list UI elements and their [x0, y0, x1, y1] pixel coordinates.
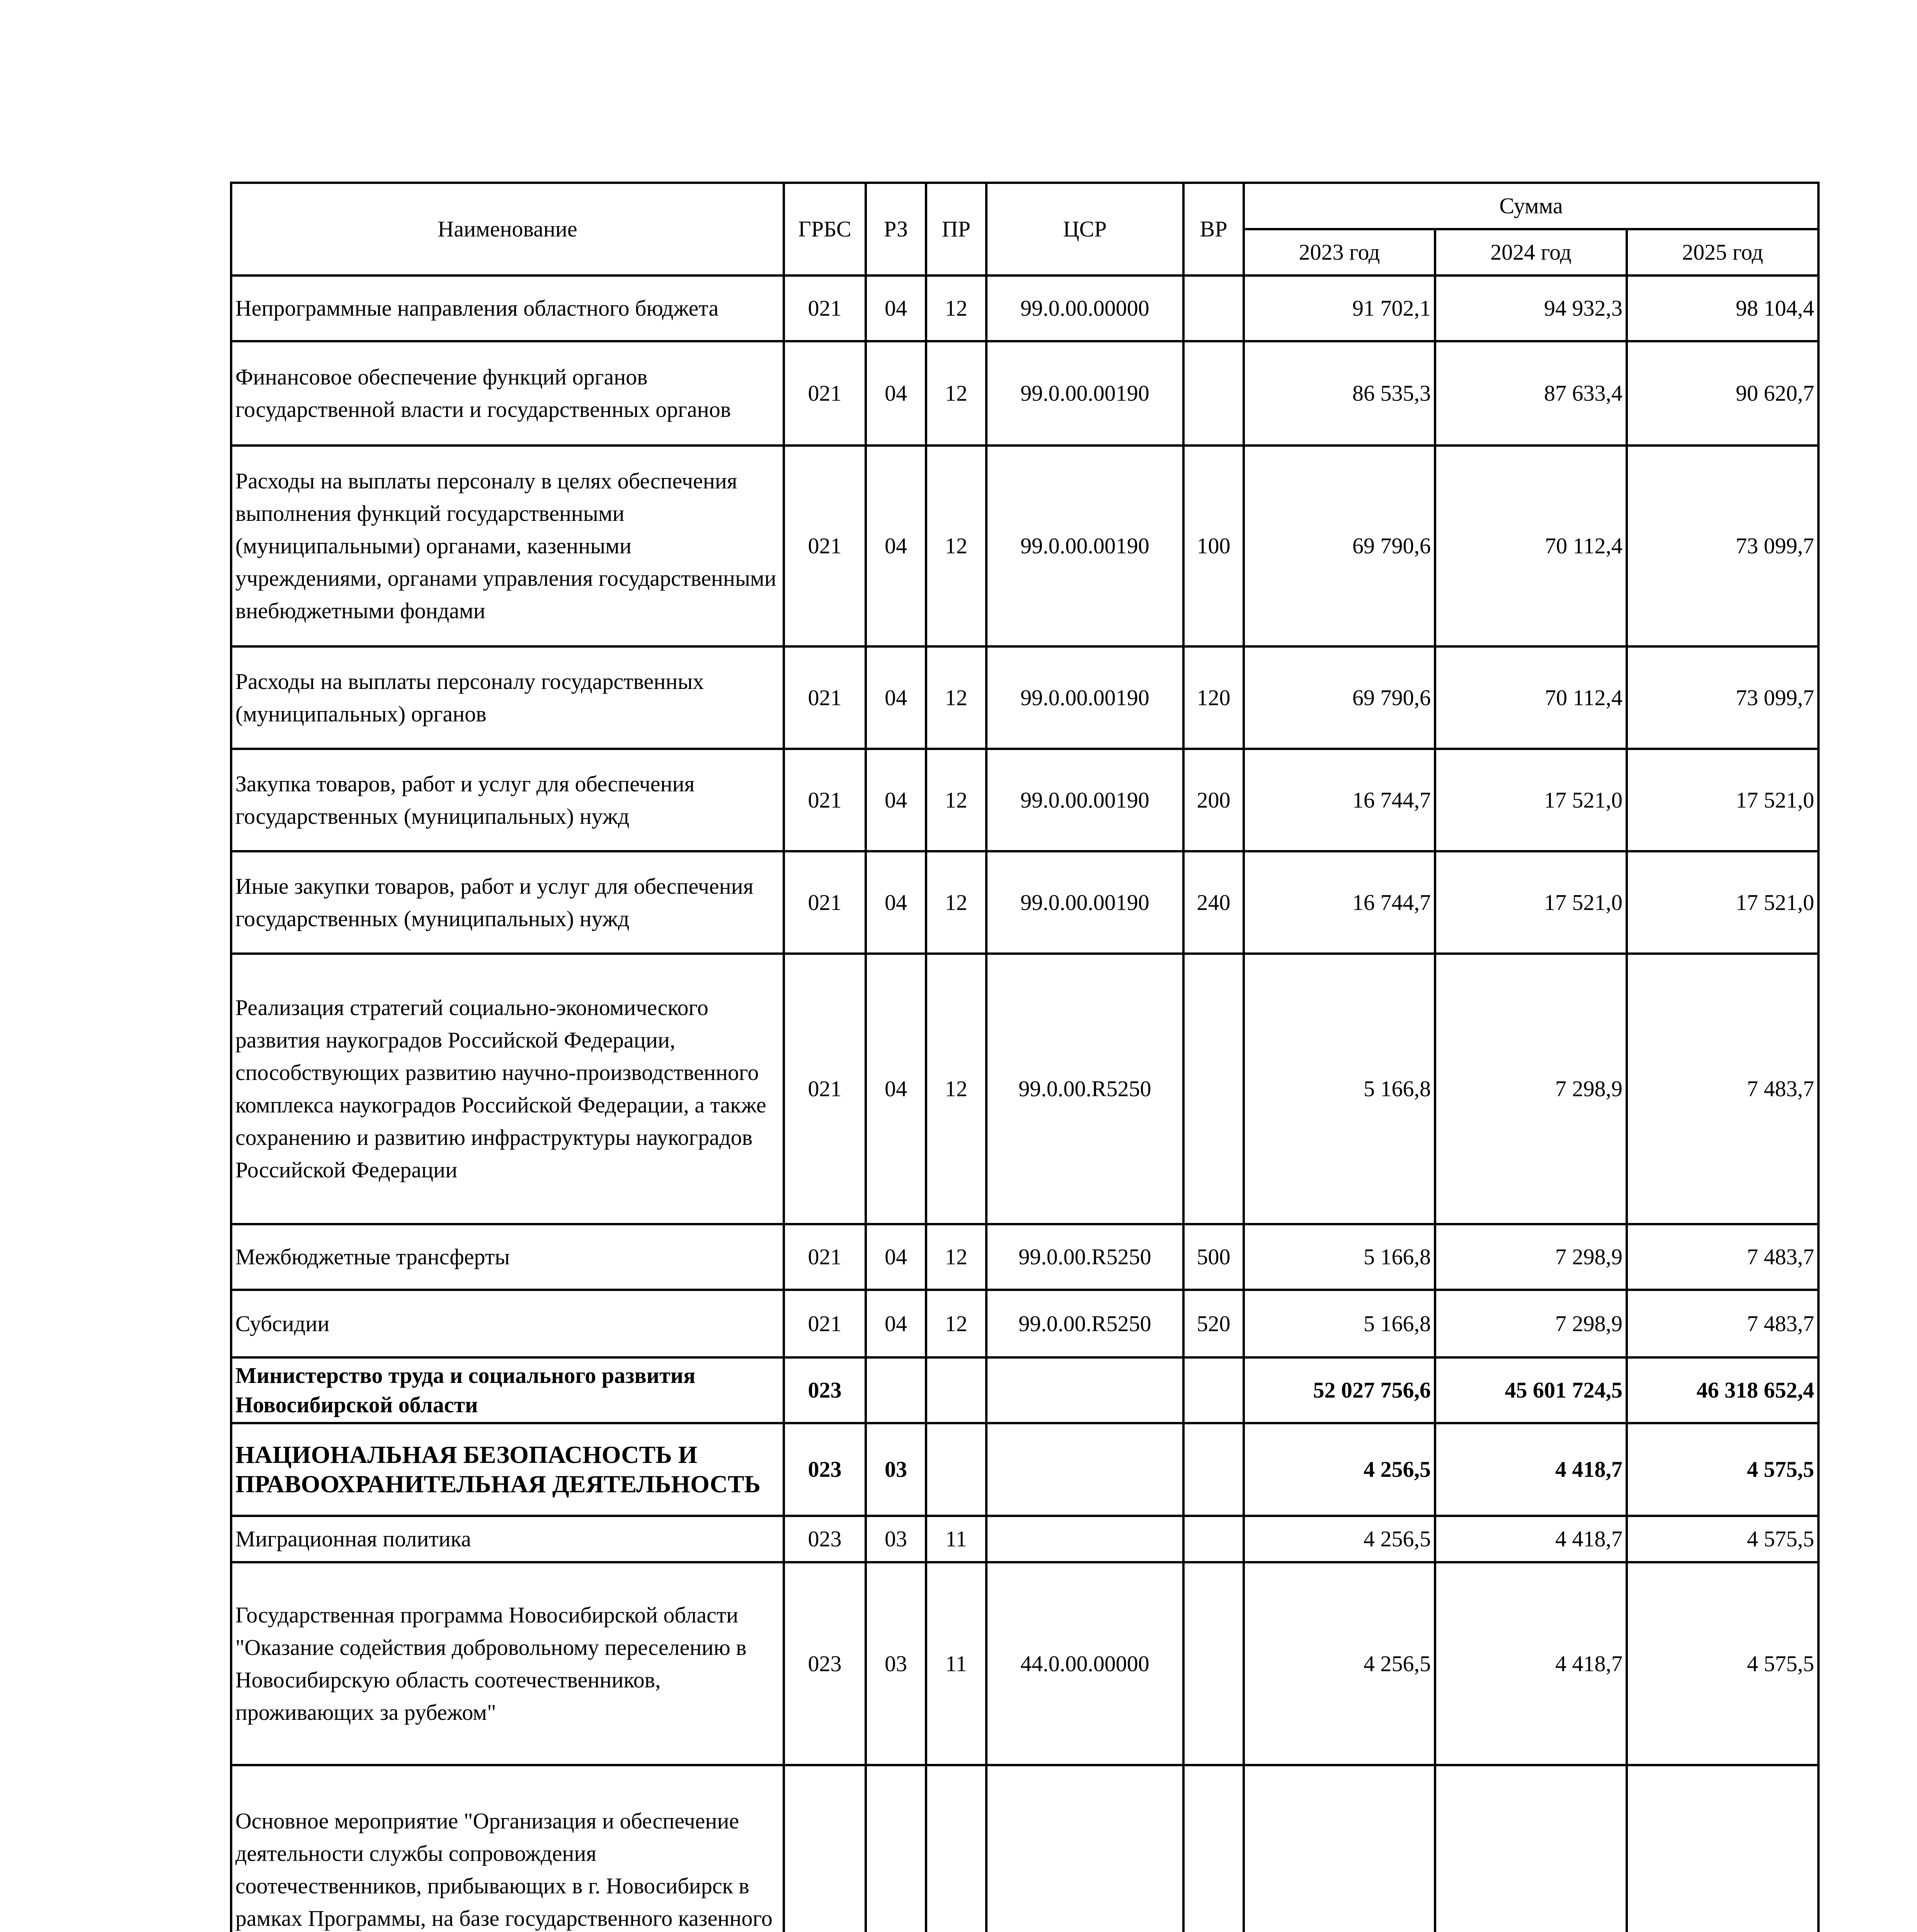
header-year-2023: 2023 год [1244, 229, 1435, 276]
row-amount-2025: 4 575,5 [1627, 1562, 1818, 1765]
row-amount-2023: 16 744,7 [1244, 851, 1435, 954]
row-vr: 120 [1183, 646, 1244, 749]
row-amount-2024: 4 418,7 [1435, 1562, 1627, 1765]
row-amount-2024: 45 601 724,5 [1435, 1357, 1627, 1423]
row-amount-2023: 69 790,6 [1244, 646, 1435, 749]
row-amount-2023: 16 744,7 [1244, 749, 1435, 851]
row-vr: 240 [1183, 851, 1244, 954]
row-csr: 99.0.00.R5250 [986, 1290, 1183, 1357]
row-pr [926, 1357, 986, 1423]
row-name: Межбюджетные трансферты [231, 1224, 784, 1290]
row-name: Расходы на выплаты персоналу государственных (муниципальных) органов [231, 646, 784, 749]
row-pr: 12 [926, 646, 986, 749]
table-row [231, 1290, 1818, 1357]
row-amount-2023: 5 166,8 [1244, 954, 1435, 1224]
table-body [231, 276, 1818, 1932]
row-amount-2025 [1627, 1765, 1818, 1932]
header-csr: ЦСР [986, 183, 1183, 276]
row-amount-2025: 90 620,7 [1627, 341, 1818, 446]
row-grbs [784, 1765, 866, 1932]
row-vr: 200 [1183, 749, 1244, 851]
table-row [231, 954, 1818, 1224]
row-name: Реализация стратегий социально-экономического развития наукоградов Российской Федерации, способствующих развитию научно-производственного комплекса наукоградов Российской Федерации, а также сохранению и развитию инфраструктуры наукоградов Российской Федерации [231, 954, 784, 1224]
row-rz: 04 [866, 646, 926, 749]
row-amount-2025: 7 483,7 [1627, 1290, 1818, 1357]
table-row [231, 1357, 1818, 1423]
table-row [231, 1423, 1818, 1516]
row-amount-2025: 73 099,7 [1627, 646, 1818, 749]
row-rz: 04 [866, 1290, 926, 1357]
table-row [231, 749, 1818, 851]
row-pr: 11 [926, 1562, 986, 1765]
header-vr: ВР [1183, 183, 1244, 276]
row-amount-2024: 4 418,7 [1435, 1516, 1627, 1562]
table-row [231, 1516, 1818, 1562]
row-vr [1183, 276, 1244, 341]
row-amount-2024: 7 298,9 [1435, 954, 1627, 1224]
row-pr: 12 [926, 749, 986, 851]
row-pr: 12 [926, 1290, 986, 1357]
row-amount-2024: 70 112,4 [1435, 446, 1627, 646]
row-pr: 12 [926, 954, 986, 1224]
header-year-2024: 2024 год [1435, 229, 1627, 276]
row-amount-2024: 4 418,7 [1435, 1423, 1627, 1516]
row-vr [1183, 1516, 1244, 1562]
row-pr [926, 1765, 986, 1932]
row-rz: 04 [866, 276, 926, 341]
row-rz: 03 [866, 1423, 926, 1516]
row-grbs: 021 [784, 749, 866, 851]
row-grbs: 021 [784, 1290, 866, 1357]
row-pr [926, 1423, 986, 1516]
row-amount-2024 [1435, 1765, 1627, 1932]
row-name: Государственная программа Новосибирской области "Оказание содействия добровольному переселению в Новосибирскую область соотечественников, проживающих за рубежом" [231, 1562, 784, 1765]
row-pr: 12 [926, 851, 986, 954]
row-amount-2023: 91 702,1 [1244, 276, 1435, 341]
row-amount-2024: 7 298,9 [1435, 1290, 1627, 1357]
row-amount-2025: 17 521,0 [1627, 851, 1818, 954]
row-vr: 500 [1183, 1224, 1244, 1290]
row-name: Иные закупки товаров, работ и услуг для обеспечения государственных (муниципальных) нужд [231, 851, 784, 954]
row-amount-2023: 69 790,6 [1244, 446, 1435, 646]
row-vr [1183, 1765, 1244, 1932]
row-csr [986, 1423, 1183, 1516]
row-amount-2023: 4 256,5 [1244, 1562, 1435, 1765]
row-pr: 12 [926, 276, 986, 341]
header-sum: Сумма [1244, 183, 1818, 229]
row-pr: 11 [926, 1516, 986, 1562]
row-rz: 04 [866, 446, 926, 646]
row-name: Министерство труда и социального развития Новосибирской области [231, 1357, 784, 1423]
header-year-2025: 2025 год [1627, 229, 1818, 276]
row-amount-2025: 7 483,7 [1627, 954, 1818, 1224]
table-row [231, 1765, 1818, 1932]
row-csr: 99.0.00.R5250 [986, 1224, 1183, 1290]
row-amount-2023 [1244, 1765, 1435, 1932]
row-amount-2025: 98 104,4 [1627, 276, 1818, 341]
row-amount-2023: 4 256,5 [1244, 1423, 1435, 1516]
row-csr [986, 1357, 1183, 1423]
row-csr: 99.0.00.00190 [986, 851, 1183, 954]
row-name: Основное мероприятие "Организация и обеспечение деятельности службы сопровождения соотечественников, прибывающих в г. Новосибирск в рамках Программы, на базе государственного казенного [231, 1765, 784, 1932]
row-vr [1183, 1423, 1244, 1516]
table-row [231, 276, 1818, 341]
row-name: Расходы на выплаты персоналу в целях обеспечения выполнения функций государственными (муниципальными) органами, казенными учреждениями, органами управления государственными внебюджетными фондами [231, 446, 784, 646]
row-grbs: 021 [784, 851, 866, 954]
header-grbs: ГРБС [784, 183, 866, 276]
row-amount-2023: 52 027 756,6 [1244, 1357, 1435, 1423]
row-vr: 100 [1183, 446, 1244, 646]
table-row [231, 851, 1818, 954]
row-grbs: 023 [784, 1562, 866, 1765]
row-rz [866, 1357, 926, 1423]
row-rz: 04 [866, 341, 926, 446]
row-csr: 99.0.00.00190 [986, 749, 1183, 851]
row-rz: 03 [866, 1562, 926, 1765]
table-row [231, 646, 1818, 749]
row-amount-2024: 70 112,4 [1435, 646, 1627, 749]
row-name: Субсидии [231, 1290, 784, 1357]
row-name: Закупка товаров, работ и услуг для обеспечения государственных (муниципальных) нужд [231, 749, 784, 851]
table-row [231, 341, 1818, 446]
row-csr [986, 1516, 1183, 1562]
row-amount-2025: 4 575,5 [1627, 1516, 1818, 1562]
row-amount-2023: 4 256,5 [1244, 1516, 1435, 1562]
header-pr: ПР [926, 183, 986, 276]
row-rz: 04 [866, 851, 926, 954]
header-name: Наименование [231, 183, 784, 276]
row-rz: 04 [866, 749, 926, 851]
header-rz: РЗ [866, 183, 926, 276]
row-grbs: 021 [784, 446, 866, 646]
row-name: Непрограммные направления областного бюджета [231, 276, 784, 341]
row-vr [1183, 954, 1244, 1224]
row-rz: 03 [866, 1516, 926, 1562]
row-pr: 12 [926, 446, 986, 646]
row-grbs: 021 [784, 341, 866, 446]
row-grbs: 021 [784, 954, 866, 1224]
row-grbs: 023 [784, 1516, 866, 1562]
row-grbs: 021 [784, 276, 866, 341]
row-amount-2024: 7 298,9 [1435, 1224, 1627, 1290]
row-amount-2025: 17 521,0 [1627, 749, 1818, 851]
row-amount-2023: 5 166,8 [1244, 1224, 1435, 1290]
row-pr: 12 [926, 341, 986, 446]
row-pr: 12 [926, 1224, 986, 1290]
row-csr [986, 1765, 1183, 1932]
row-grbs: 023 [784, 1357, 866, 1423]
row-amount-2025: 7 483,7 [1627, 1224, 1818, 1290]
row-grbs: 021 [784, 646, 866, 749]
row-csr: 99.0.00.R5250 [986, 954, 1183, 1224]
row-amount-2024: 94 932,3 [1435, 276, 1627, 341]
row-amount-2024: 17 521,0 [1435, 851, 1627, 954]
row-amount-2023: 86 535,3 [1244, 341, 1435, 446]
row-rz: 04 [866, 954, 926, 1224]
document-sheet [230, 182, 1817, 1932]
row-name: Миграционная политика [231, 1516, 784, 1562]
row-csr: 99.0.00.00190 [986, 646, 1183, 749]
row-grbs: 023 [784, 1423, 866, 1516]
row-amount-2025: 73 099,7 [1627, 446, 1818, 646]
row-amount-2024: 87 633,4 [1435, 341, 1627, 446]
row-vr [1183, 1357, 1244, 1423]
row-amount-2023: 5 166,8 [1244, 1290, 1435, 1357]
row-csr: 99.0.00.00000 [986, 276, 1183, 341]
budget-table [230, 182, 1820, 1932]
row-vr [1183, 341, 1244, 446]
row-rz: 04 [866, 1224, 926, 1290]
row-vr [1183, 1562, 1244, 1765]
row-amount-2024: 17 521,0 [1435, 749, 1627, 851]
row-name: Финансовое обеспечение функций органов государственной власти и государственных органов [231, 341, 784, 446]
table-row [231, 446, 1818, 646]
table-row [231, 1562, 1818, 1765]
row-csr: 99.0.00.00190 [986, 341, 1183, 446]
row-rz [866, 1765, 926, 1932]
row-name: НАЦИОНАЛЬНАЯ БЕЗОПАСНОСТЬ И ПРАВООХРАНИТЕЛЬНАЯ ДЕЯТЕЛЬНОСТЬ [231, 1423, 784, 1516]
row-csr: 99.0.00.00190 [986, 446, 1183, 646]
row-amount-2025: 46 318 652,4 [1627, 1357, 1818, 1423]
header-row-top [231, 183, 1818, 229]
row-vr: 520 [1183, 1290, 1244, 1357]
row-csr: 44.0.00.00000 [986, 1562, 1183, 1765]
row-amount-2025: 4 575,5 [1627, 1423, 1818, 1516]
row-grbs: 021 [784, 1224, 866, 1290]
table-row [231, 1224, 1818, 1290]
